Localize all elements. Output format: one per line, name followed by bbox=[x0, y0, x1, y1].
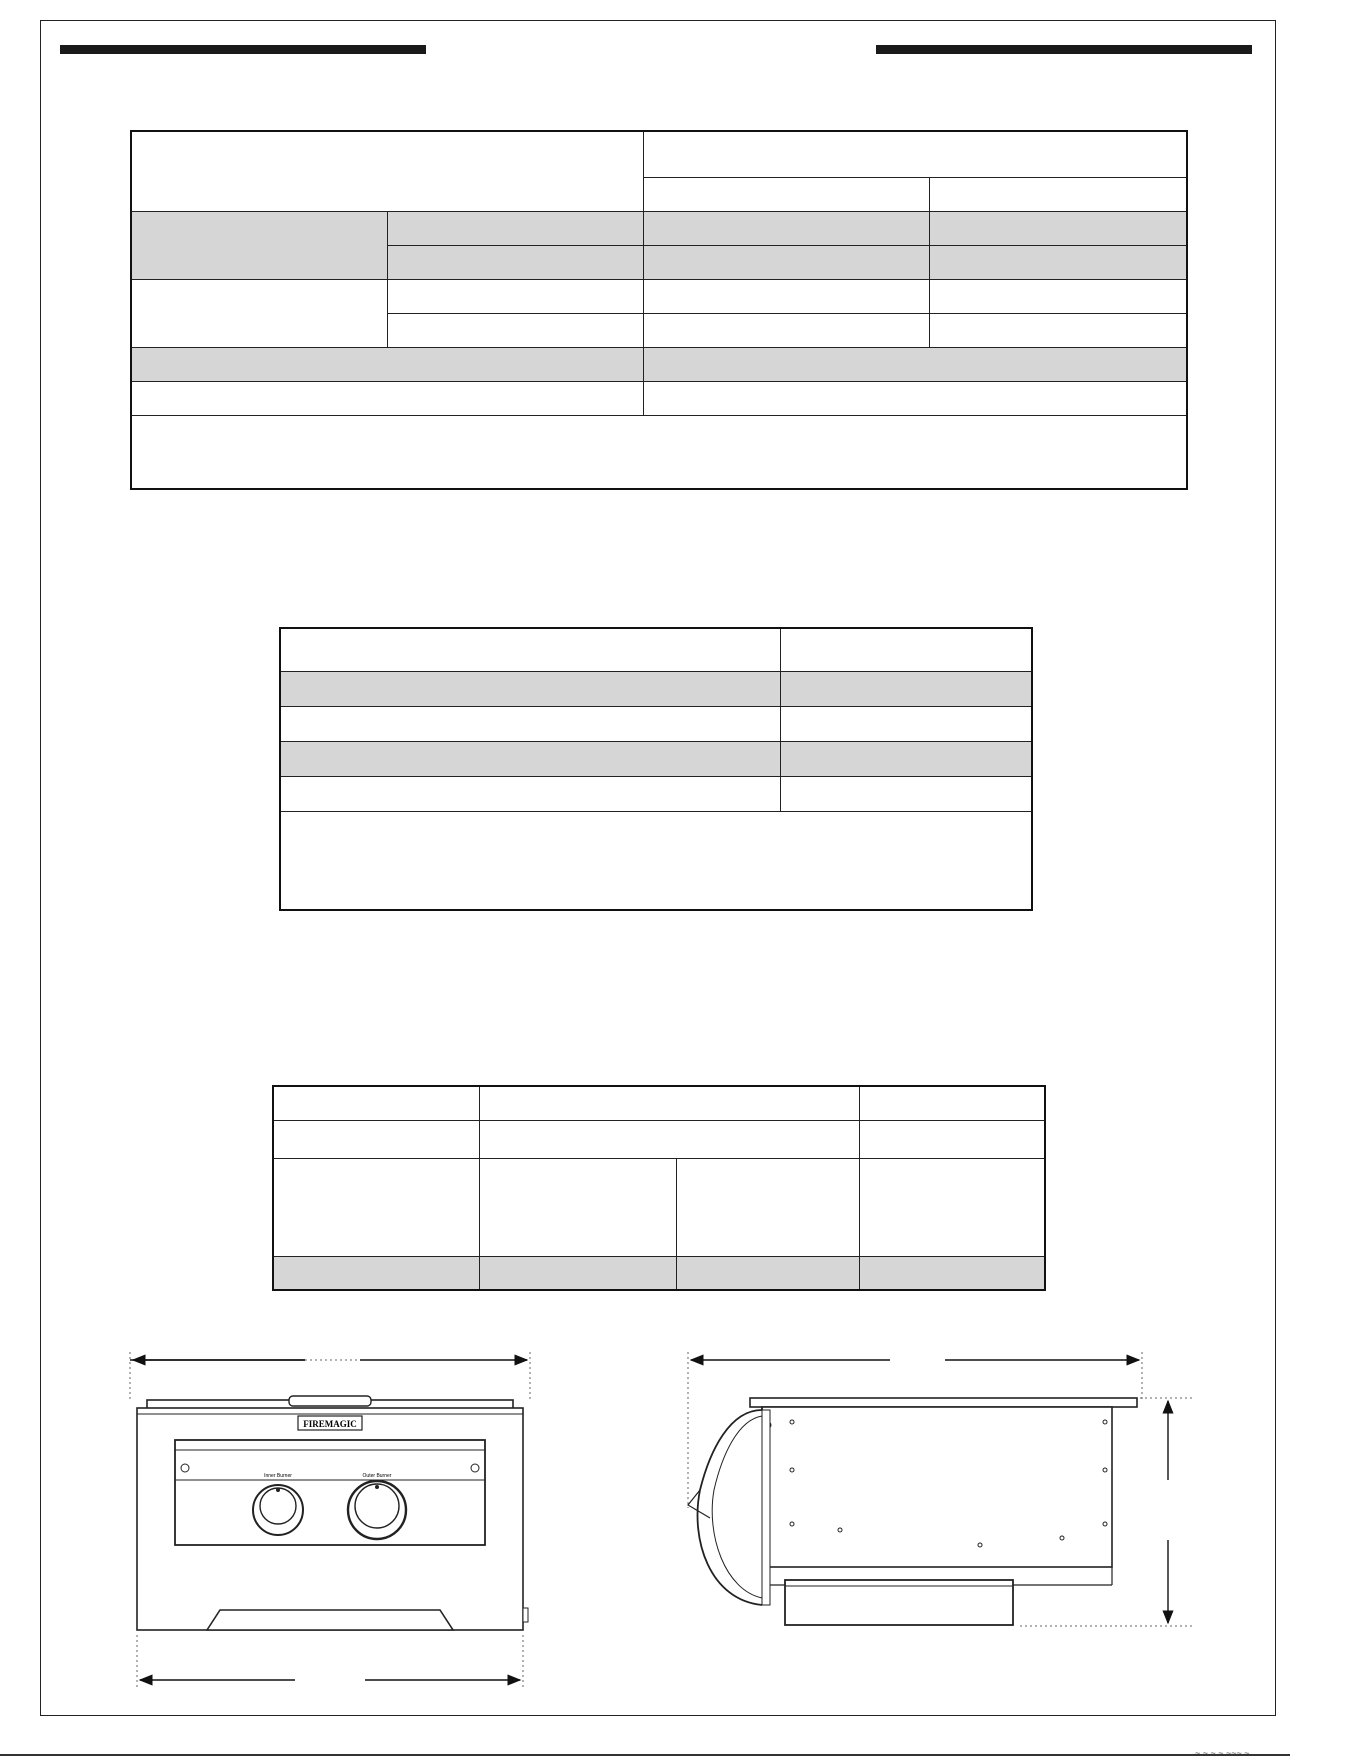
table-cell bbox=[479, 1120, 859, 1158]
table-cell bbox=[643, 245, 929, 279]
table-row bbox=[131, 381, 1187, 415]
table-row bbox=[280, 741, 1032, 776]
table-row bbox=[280, 628, 1032, 671]
table-row bbox=[131, 211, 1187, 245]
table-row bbox=[273, 1256, 1045, 1290]
table-cell bbox=[280, 811, 1032, 910]
table-cell bbox=[676, 1158, 859, 1256]
drip-tray bbox=[785, 1580, 1013, 1625]
dimension-table bbox=[272, 1085, 1046, 1291]
table-cell bbox=[280, 706, 780, 741]
lid bbox=[750, 1398, 1137, 1407]
table-cell bbox=[387, 279, 643, 313]
table-cell bbox=[131, 347, 643, 381]
table-cell bbox=[929, 279, 1187, 313]
table-cell bbox=[780, 741, 1032, 776]
side-view-diagram bbox=[680, 1340, 1200, 1660]
table-row bbox=[280, 706, 1032, 741]
knob-right-icon bbox=[348, 1481, 406, 1539]
clearance-table bbox=[279, 627, 1033, 911]
table-cell bbox=[273, 1120, 479, 1158]
gas-spec-table bbox=[130, 130, 1188, 490]
table-cell bbox=[273, 1086, 479, 1120]
table-cell bbox=[643, 279, 929, 313]
header-bar-right bbox=[876, 45, 1252, 54]
table-cell bbox=[929, 177, 1187, 211]
table-cell bbox=[780, 671, 1032, 706]
table-cell bbox=[859, 1256, 1045, 1290]
table-cell bbox=[859, 1158, 1045, 1256]
table-cell bbox=[929, 211, 1187, 245]
footer-marks: ~ ~ ~ ~ ~~~ ~ bbox=[1195, 1748, 1250, 1758]
table-cell bbox=[780, 628, 1032, 671]
table-cell bbox=[273, 1158, 479, 1256]
control-panel bbox=[175, 1440, 485, 1545]
knob-left-icon bbox=[253, 1485, 303, 1535]
table-cell bbox=[131, 381, 643, 415]
table-cell bbox=[273, 1256, 479, 1290]
table-cell bbox=[479, 1256, 676, 1290]
table-cell bbox=[780, 776, 1032, 811]
table-cell bbox=[479, 1158, 676, 1256]
drip-tray bbox=[207, 1610, 453, 1630]
table-row bbox=[280, 776, 1032, 811]
screw-icon bbox=[181, 1464, 189, 1472]
front-bezel bbox=[698, 1410, 762, 1605]
table-cell bbox=[643, 131, 1187, 177]
table-cell bbox=[859, 1086, 1045, 1120]
table-cell bbox=[280, 741, 780, 776]
table-row bbox=[131, 131, 1187, 177]
table-row bbox=[131, 347, 1187, 381]
header-bar-left bbox=[60, 45, 426, 54]
table-cell bbox=[643, 381, 1187, 415]
table-cell bbox=[280, 671, 780, 706]
front-panel bbox=[762, 1410, 770, 1605]
table-cell bbox=[929, 313, 1187, 347]
cabinet-body bbox=[762, 1407, 1112, 1567]
table-cell bbox=[131, 279, 387, 347]
table-row bbox=[280, 811, 1032, 910]
table-row bbox=[273, 1158, 1045, 1256]
table-cell bbox=[131, 415, 1187, 489]
table-row bbox=[131, 415, 1187, 489]
bottom-rule bbox=[0, 1754, 1290, 1756]
table-cell bbox=[929, 245, 1187, 279]
table-cell bbox=[387, 211, 643, 245]
table-row bbox=[280, 671, 1032, 706]
table-cell bbox=[676, 1256, 859, 1290]
table-row bbox=[273, 1120, 1045, 1158]
table-cell bbox=[479, 1086, 859, 1120]
front-view-diagram bbox=[115, 1340, 545, 1700]
table-cell bbox=[387, 245, 643, 279]
table-row bbox=[131, 279, 1187, 313]
lid-handle bbox=[289, 1396, 371, 1406]
table-cell bbox=[859, 1120, 1045, 1158]
table-cell bbox=[643, 347, 1187, 381]
table-cell bbox=[643, 177, 929, 211]
table-cell bbox=[131, 211, 387, 279]
table-cell bbox=[131, 131, 643, 211]
table-cell bbox=[280, 628, 780, 671]
screw-icon bbox=[471, 1464, 479, 1472]
table-cell bbox=[643, 313, 929, 347]
table-row bbox=[273, 1086, 1045, 1120]
table-cell bbox=[643, 211, 929, 245]
table-cell bbox=[280, 776, 780, 811]
table-cell bbox=[780, 706, 1032, 741]
knob-left-label: Inner Burner bbox=[264, 1473, 292, 1479]
brand-logo: FIREMAGIC bbox=[303, 1419, 357, 1429]
knob-right-label: Outer Burner bbox=[362, 1473, 392, 1479]
table-cell bbox=[387, 313, 643, 347]
side-tab bbox=[523, 1608, 528, 1622]
